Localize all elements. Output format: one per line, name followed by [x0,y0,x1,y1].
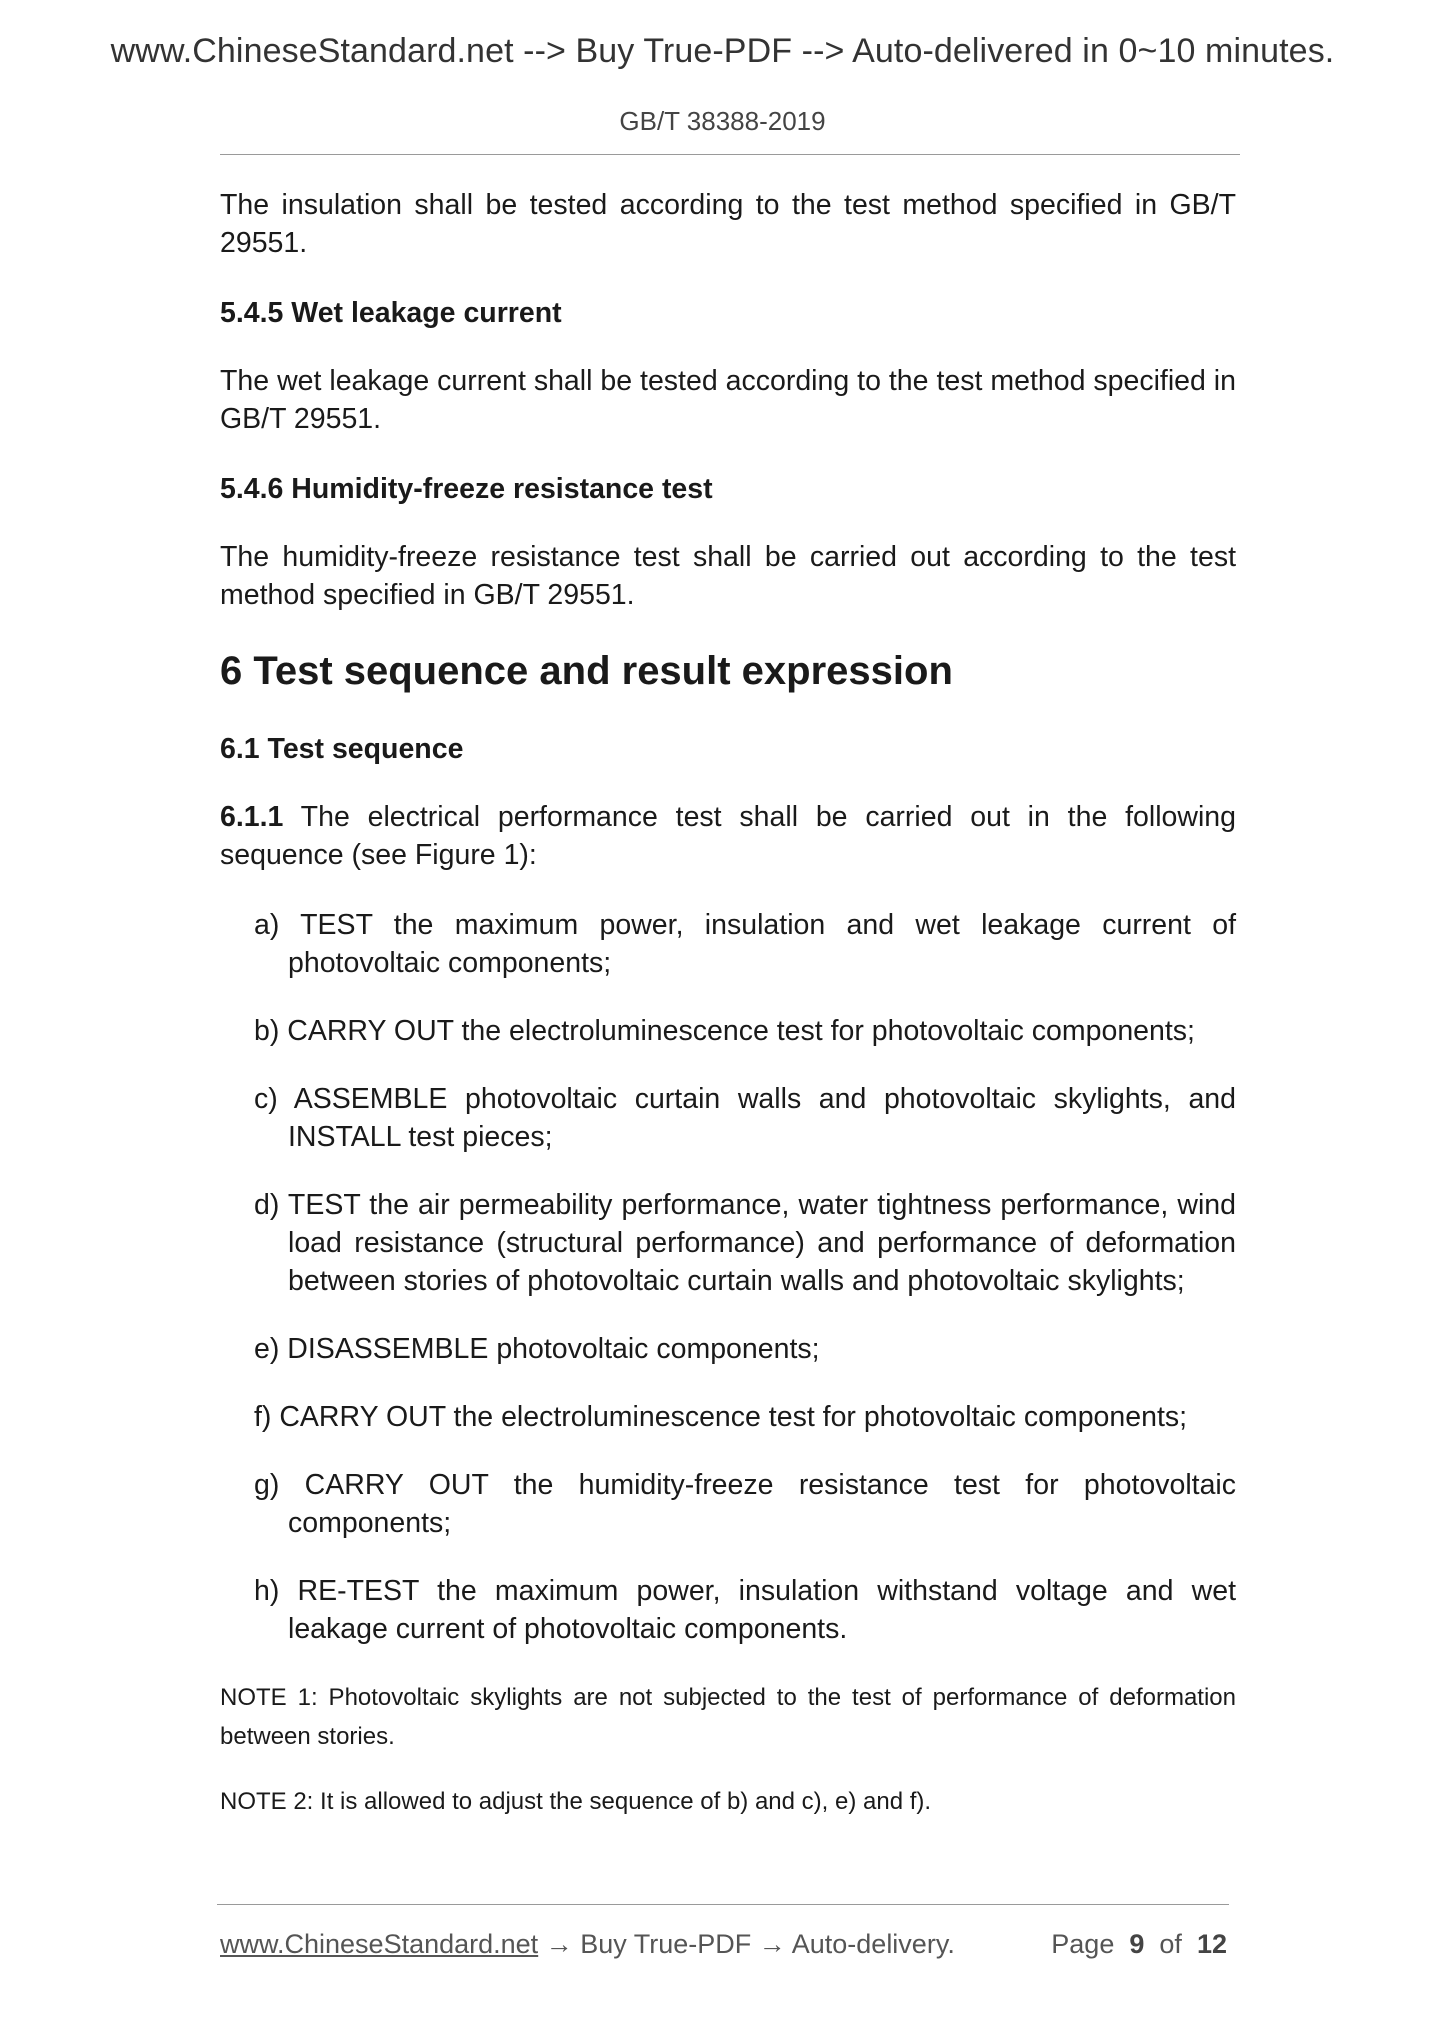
footer-divider [217,1904,1229,1905]
of-label: of [1159,1929,1182,1959]
heading-5-4-6: 5.4.6 Humidity-freeze resistance test [220,473,713,505]
footer-left [220,1929,955,1960]
page-indicator [1051,1929,1227,1960]
note-2: NOTE 2: It is allowed to adjust the sequence of b) and c), e) and f). [220,1788,932,1815]
document-code: GB/T 38388-2019 [619,106,826,136]
header-divider [220,154,1240,155]
clause-6-1-1-number: 6.1.1 [220,801,284,833]
list-item: d) TEST the air permeability performance, water tightness performance, wind load resistance (structural performance) and performance of deformation between stories of photovoltaic curtain walls and photovoltaic skylights; [254,1189,1236,1297]
list-item: e) DISASSEMBLE photovoltaic components; [254,1333,820,1365]
note-1: NOTE 1: Photovoltaic skylights are not subjected to the test of performance of deformation between stories. [220,1684,1236,1750]
list-item: b) CARRY OUT the electroluminescence test for photovoltaic components; [254,1015,1195,1047]
clause-6-1-1-text: The electrical performance test shall be carried out in the following sequence (see Figure 1): [220,801,1236,871]
footer-tail-text: → Buy True-PDF → Auto-delivery. [538,1929,955,1959]
insulation-paragraph: The insulation shall be tested according to the test method specified in GB/T 29551. [220,189,1236,259]
list-item: f) CARRY OUT the electroluminescence test for photovoltaic components; [254,1401,1188,1433]
list-item: h) RE-TEST the maximum power, insulation withstand voltage and wet leakage current of photovoltaic components. [254,1575,1236,1645]
page-content [220,186,1236,1847]
clause-6-1-1 [220,798,1236,874]
heading-5-4-5: 5.4.5 Wet leakage current [220,297,562,329]
list-item: c) ASSEMBLE photovoltaic curtain walls and photovoltaic skylights, and INSTALL test pieces; [254,1083,1236,1153]
page-number: 9 [1129,1929,1145,1959]
heading-6: 6 Test sequence and result expression [220,649,953,693]
list-item: g) CARRY OUT the humidity-freeze resistance test for photovoltaic components; [254,1469,1236,1539]
top-banner: www.ChineseStandard.net --> Buy True-PDF --> Auto-delivered in 0~10 minutes. [110,32,1335,70]
page-label: Page [1051,1929,1115,1959]
total-pages: 12 [1196,1929,1227,1959]
humidity-freeze-paragraph: The humidity-freeze resistance test shall be carried out according to the test method specified in GB/T 29551. [220,541,1236,611]
heading-6-1: 6.1 Test sequence [220,733,464,765]
wet-leakage-paragraph: The wet leakage current shall be tested according to the test method specified in GB/T 29551. [220,365,1236,435]
list-item: a) TEST the maximum power, insulation and wet leakage current of photovoltaic components; [254,909,1236,979]
footer-site-link[interactable]: www.ChineseStandard.net [220,1929,539,1959]
